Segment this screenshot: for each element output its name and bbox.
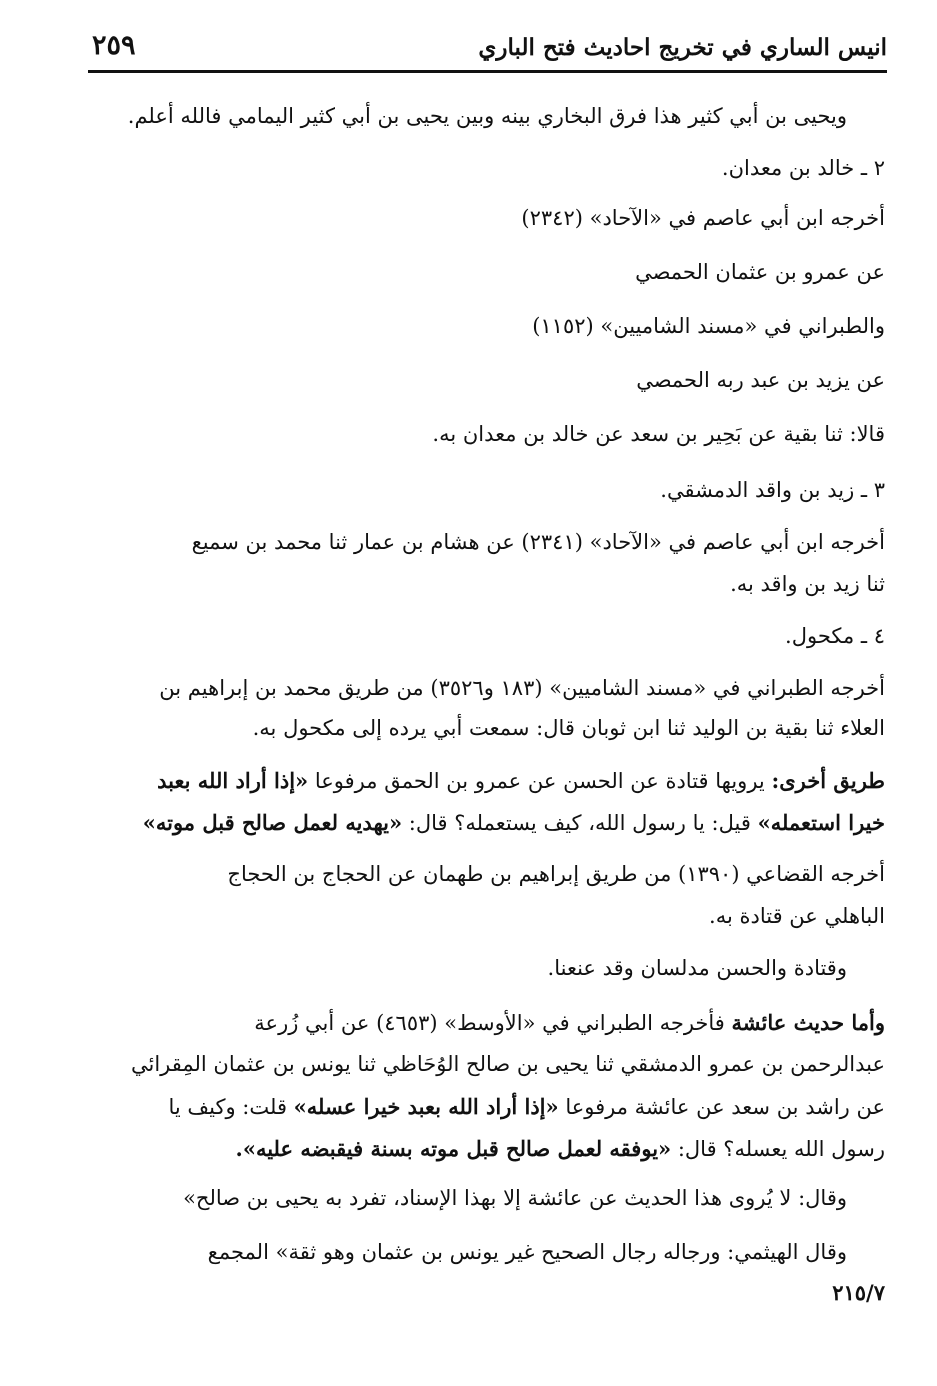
text-line: أخرجه ابن أبي عاصم في «الآحاد» (٢٣٤١) عن هشام بن عمار ثنا محمد بن سميع [191, 530, 885, 554]
hadith-quote: «إذا أراد الله بعبد [157, 768, 309, 793]
hadith-quote: «يوفقه لعمل صالح قبل موته بسنة فيقبضه عليه». [235, 1136, 672, 1161]
reference-volume-page: ٢١٥/٧ [832, 1280, 885, 1305]
section-heading: ٢ ـ خالد بن معدان. [721, 156, 885, 180]
text-line: ويحيى بن أبي كثير هذا فرق البخاري بينه وبين يحيى بن أبي كثير اليمامي فالله أعلم. [127, 104, 847, 128]
text-span: قلت: وكيف يا [168, 1095, 294, 1119]
text-line: قالا: ثنا بقية عن بَحِير بن سعد عن خالد بن معدان به. [432, 422, 885, 446]
text-line [143, 810, 885, 835]
text-line: العلاء ثنا بقية بن الوليد ثنا ابن ثوبان قال: سمعت أبي يرده إلى مكحول به. [252, 716, 885, 740]
text-line: وقال: لا يُروى هذا الحديث عن عائشة إلا بهذا الإسناد، تفرد به يحيى بن صالح» [183, 1186, 847, 1210]
text-line: أخرجه ابن أبي عاصم في «الآحاد» (٢٣٤٢) [521, 206, 885, 230]
hadith-quote: «إذا أراد الله بعبد خيرا عسله» [293, 1094, 559, 1119]
bold-lead: وأما حديث عائشة [731, 1010, 885, 1035]
text-span: فأخرجه الطبراني في «الأوسط» (٤٦٥٣) عن أبي زُرعة [254, 1011, 732, 1035]
text-line [157, 768, 885, 793]
text-line: عن يزيد بن عبد ربه الحمصي [636, 368, 885, 392]
page-header [88, 30, 887, 73]
text-line [168, 1094, 885, 1119]
text-line: أخرجه القضاعي (١٣٩٠) من طريق إبراهيم بن طهمان عن الحجاج بن الحجاج [227, 862, 885, 886]
section-heading: ٣ ـ زيد بن واقد الدمشقي. [660, 478, 885, 502]
running-title: انيس الساري في تخريج احاديث فتح الباري [478, 34, 887, 61]
hadith-quote: «يهديه لعمل صالح قبل موته» [142, 810, 403, 835]
text-span: يرويها قتادة عن الحسن عن عمرو بن الحمق مرفوعا [308, 769, 772, 793]
text-line: ثنا زيد بن واقد به. [730, 572, 885, 596]
text-span: قيل: يا رسول الله، كيف يستعمله؟ قال: [402, 811, 758, 835]
section-heading: ٤ ـ مكحول. [785, 624, 885, 648]
text-line [236, 1136, 885, 1161]
text-line: عن عمرو بن عثمان الحمصي [635, 260, 885, 284]
text-line: والطبراني في «مسند الشاميين» (١١٥٢) [532, 314, 885, 338]
text-line: الباهلي عن قتادة به. [709, 904, 885, 928]
text-line: عبدالرحمن بن عمرو الدمشقي ثنا يحيى بن صالح الوُحَاظي ثنا يونس بن عثمان المِقرائي [130, 1052, 885, 1076]
text-span: عن راشد بن سعد عن عائشة مرفوعا [558, 1095, 885, 1119]
text-line: أخرجه الطبراني في «مسند الشاميين» (١٨٣ و٣٥٢٦) من طريق محمد بن إبراهيم بن [159, 676, 885, 700]
text-span: رسول الله يعسله؟ قال: [671, 1137, 885, 1161]
hadith-quote: خيرا استعمله» [757, 810, 885, 835]
text-line: وقال الهيثمي: ورجاله رجال الصحيح غير يونس بن عثمان وهو ثقة» المجمع [207, 1240, 847, 1264]
bold-lead: طريق أخرى: [771, 768, 885, 793]
text-line: وقتادة والحسن مدلسان وقد عنعنا. [547, 956, 847, 980]
page-number: ٢٥٩ [92, 30, 136, 61]
text-line [254, 1010, 885, 1035]
